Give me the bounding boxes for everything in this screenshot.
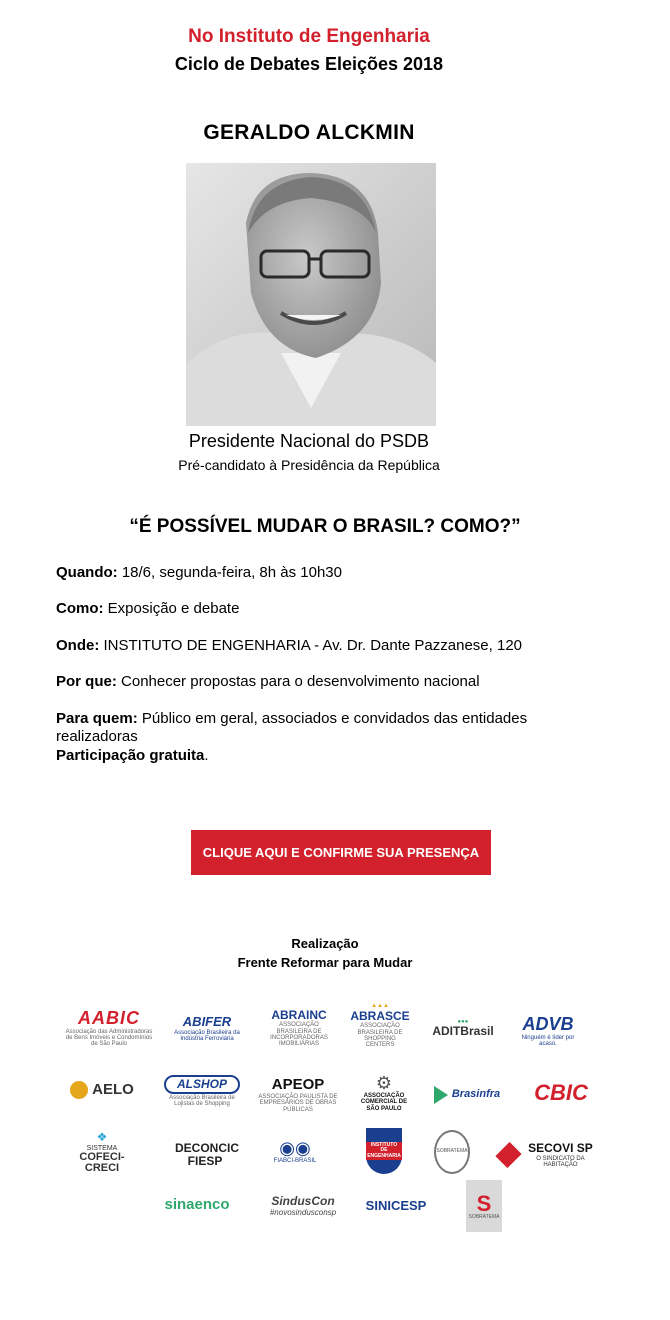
logo-aelo: AELO [62,1076,142,1104]
detail-when-value: 18/6, segunda-feira, 8h às 10h30 [121,564,342,581]
header-title: Ciclo de Debates Eleições 2018 [174,54,444,74]
detail-why-label: Por que: [56,673,117,690]
logo-secovi: SECOVI SP O SINDICATO DA HABITAÇÃO [500,1138,596,1172]
candidate-name: GERALDO ALCKMIN [203,121,415,144]
logo-sobratema: S SOBRATEMA [466,1180,502,1232]
detail-when [56,564,576,582]
logo-instituto-engenharia: INSTITUTO DE ENGENHARIA [366,1128,402,1174]
logo-alshop: ALSHOP Associação Brasileira de Lojistas de Shopping [164,1076,240,1106]
logo-abifer: ABIFER Associação Brasileira da Indústria Ferroviária [174,1014,240,1043]
detail-audience-label: Para quem: [56,710,138,727]
detail-how [56,600,576,618]
logo-brasinfra: Brasinfra [430,1078,504,1112]
aelo-circle-icon [70,1081,88,1099]
sobratema-s-icon: S [476,1190,492,1216]
logo-abrainc: ABRAINC ASSOCIAÇÃO BRASILEIRA DE INCORPORADORAS IMOBILIÁRIAS [270,1007,328,1048]
confirm-presence-button[interactable]: CLIQUE AQUI E CONFIRME SUA PRESENÇA [191,830,491,875]
detail-audience [56,710,566,746]
detail-where [56,637,576,655]
detail-why [56,673,576,691]
detail-when-label: Quando: [56,564,118,581]
realization-org: Frente Reformar para Mudar [237,955,413,970]
fiabci-globe-icon: ◉◉ [279,1138,311,1159]
logo-aditbrasil: ●●● ADITBrasil [432,1018,494,1038]
header-title-red: No Instituto de Engenharia [188,26,430,47]
detail-audience-value: Público em geral, associados e convidados das entidades realizadoras [56,710,528,745]
acsp-emblem-icon: ⚙ [375,1073,393,1094]
detail-where-label: Onde: [56,637,100,654]
participation-suffix: . [204,747,209,764]
logo-sinduscon: SindusCon #novosindusconsp [269,1194,337,1217]
participation [56,747,576,765]
candidate-role: Presidente Nacional do PSDB [188,431,430,451]
detail-how-value: Exposição e debate [107,600,240,617]
logo-fiabci: ◉◉ FIABCI-BRASIL [273,1138,317,1165]
logo-cbic: CBIC [534,1080,588,1106]
candidate-photo [186,163,436,426]
secovi-diamond-icon [495,1142,521,1168]
logo-sinicesp: SINICESP [365,1198,427,1214]
logo-advb: ADVB Ninguém é líder por acaso. [521,1013,575,1047]
cofeci-bird-icon: ❖ [96,1129,108,1144]
logo-seal: SOBRATEMA [434,1130,470,1174]
brasinfra-arrow-icon [434,1086,448,1104]
logo-sinaenco: sinaenco [164,1196,230,1214]
logo-aabic: AABIC Associação das Administradoras de Bens Imóveis e Condomínios de São Paulo [65,1007,153,1048]
logo-cofeci-creci: ❖ SISTEMA COFECI-CRECI [64,1132,140,1174]
detail-why-value: Conhecer propostas para o desenvolvimento nacional [121,673,480,690]
candidate-subrole: Pré-candidato à Presidência da República [178,457,440,473]
logo-acsp: ⚙ ASSOCIAÇÃO COMERCIAL DE SÃO PAULO [354,1068,414,1118]
logo-deconcic-fiesp: DECONCIC FIESP [175,1141,240,1168]
detail-where-value: INSTITUTO DE ENGENHARIA - Av. Dr. Dante Pazzanese, 120 [103,637,522,654]
logo-apeop: APEOP ASSOCIAÇÃO PAULISTA DE EMPRESÁRIOS DE OBRAS PÚBLICAS [258,1076,338,1113]
logo-abrasce: ▲▲▲ ABRASCE ASSOCIAÇÃO BRASILEIRA DE SHOPPING CENTERS [350,1003,410,1049]
participation-text: Participação gratuita [56,747,205,764]
realization-label: Realização [291,936,359,951]
debate-question: “É POSSÍVEL MUDAR O BRASIL? COMO?” [129,516,521,537]
detail-how-label: Como: [56,600,104,617]
